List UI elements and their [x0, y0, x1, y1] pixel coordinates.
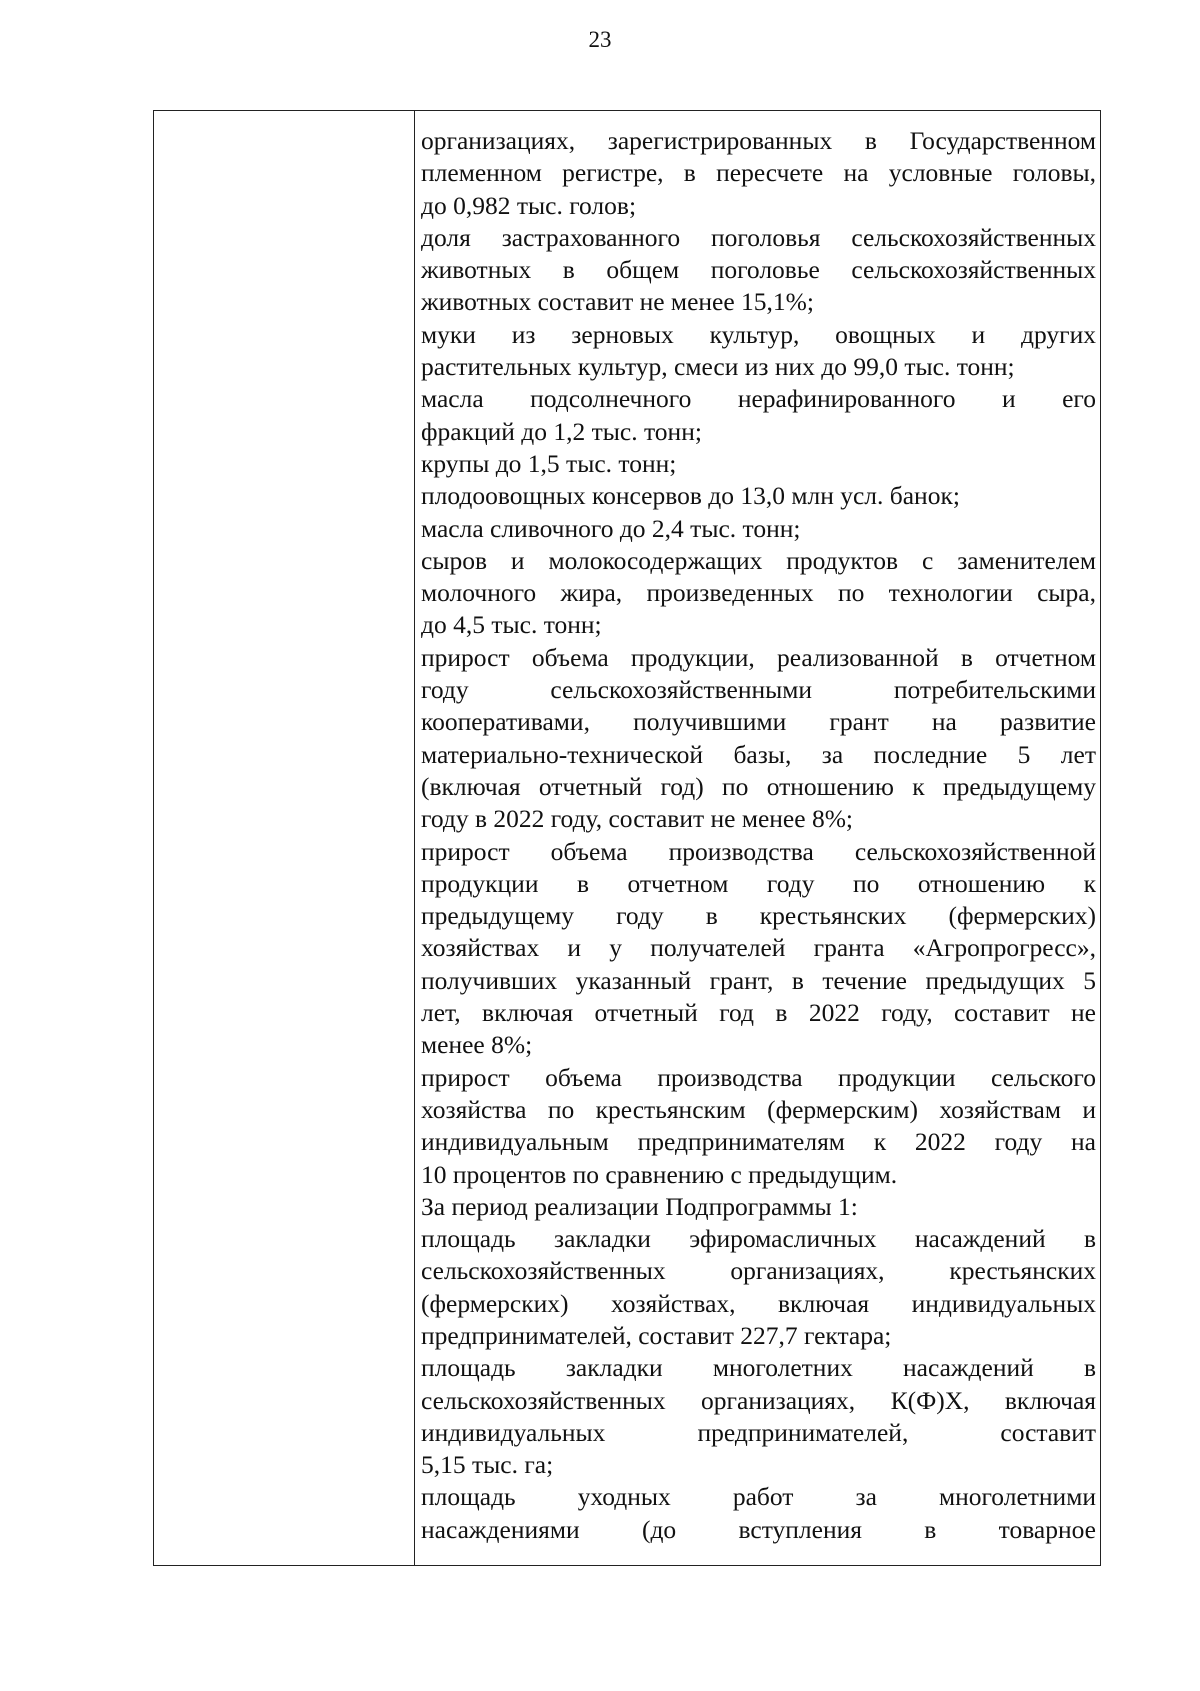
table-cell-right-text	[415, 111, 1100, 1565]
text-line: площадь закладки многолетних насаждений в	[421, 1353, 1096, 1383]
text-line: сыров и молокосодержащих продуктов с заменителем	[421, 545, 1096, 575]
text-line: 5,15 тыс. га;	[421, 1450, 554, 1480]
text-line: менее 8%;	[421, 1030, 533, 1060]
text-line: до 4,5 тыс. тонн;	[421, 610, 602, 640]
text-line: плодоовощных консервов до 13,0 млн усл. банок;	[421, 481, 960, 511]
text-line: фракций до 1,2 тыс. тонн;	[421, 416, 702, 446]
text-line: организациях, зарегистрированных в Государственном	[421, 126, 1096, 155]
text-line: крупы до 1,5 тыс. тонн;	[421, 448, 677, 478]
text-line: хозяйства по крестьянским (фермерским) хозяйствам и	[421, 1094, 1096, 1124]
table-cell-left-empty	[154, 111, 415, 1565]
text-line: индивидуальным предпринимателям к 2022 году на	[421, 1127, 1096, 1157]
text-line: животных составит не менее 15,1%;	[421, 287, 814, 317]
text-line: сельскохозяйственных организациях, крестьянских	[421, 1256, 1096, 1286]
text-line: племенном регистре, в пересчете на условные головы,	[421, 158, 1096, 188]
text-line: животных в общем поголовье сельскохозяйственных	[421, 255, 1096, 285]
text-line: площадь закладки эфиромасличных насаждений в	[421, 1224, 1096, 1254]
text-line: масла подсолнечного нерафинированного и его	[421, 384, 1096, 414]
text-line: масла сливочного до 2,4 тыс. тонн;	[421, 513, 801, 543]
text-line: доля застрахованного поголовья сельскохозяйственных	[421, 222, 1096, 252]
text-line: молочного жира, произведенных по технологии сыра,	[421, 578, 1096, 608]
text-line: (фермерских) хозяйствах, включая индивидуальных	[421, 1288, 1096, 1318]
text-line: получивших указанный грант, в течение предыдущих 5	[421, 965, 1096, 995]
text-line: индивидуальных предпринимателей, составит	[421, 1417, 1096, 1447]
text-line: насаждениями (до вступления в товарное	[421, 1514, 1096, 1544]
text-line: году в 2022 году, составит не менее 8%;	[421, 804, 854, 834]
text-line: продукции в отчетном году по отношению к	[421, 868, 1096, 898]
page-number: 23	[588, 27, 612, 52]
text-line: растительных культур, смеси из них до 99,0 тыс. тонн;	[421, 352, 1015, 382]
document-table	[153, 110, 1101, 1566]
text-line: прирост объема производства сельскохозяйственной	[421, 836, 1096, 866]
text-line: кооперативами, получившими грант на развитие	[421, 707, 1096, 737]
text-line: прирост объема производства продукции сельского	[421, 1062, 1096, 1092]
text-line: предыдущему году в крестьянских (фермерских)	[421, 901, 1096, 931]
text-line: (включая отчетный год) по отношению к предыдущему	[421, 771, 1096, 801]
text-line: материально-технической базы, за последние 5 лет	[421, 739, 1096, 769]
text-line: до 0,982 тыс. голов;	[421, 190, 637, 220]
text-line: году сельскохозяйственными потребительскими	[421, 675, 1096, 705]
text-line: муки из зерновых культур, овощных и других	[421, 319, 1096, 349]
text-line: предпринимателей, составит 227,7 гектара;	[421, 1320, 892, 1350]
text-line: хозяйствах и у получателей гранта «Агропрогресс»,	[421, 933, 1096, 963]
text-line: лет, включая отчетный год в 2022 году, составит не	[421, 998, 1096, 1028]
text-line: площадь уходных работ за многолетними	[421, 1482, 1096, 1512]
text-line: сельскохозяйственных организациях, К(Ф)Х, включая	[421, 1385, 1096, 1415]
text-line: За период реализации Подпрограммы 1:	[421, 1191, 858, 1221]
text-line: прирост объема продукции, реализованной в отчетном	[421, 642, 1096, 672]
text-line: 10 процентов по сравнению с предыдущим.	[421, 1159, 898, 1189]
